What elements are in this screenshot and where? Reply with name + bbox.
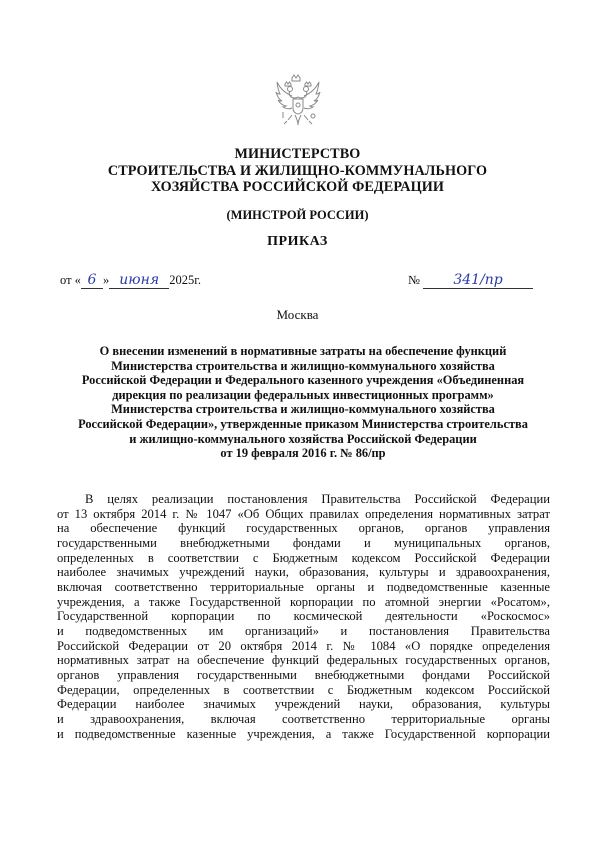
body-line: Государственной корпорации по космической деятельности «Роскосмос» <box>57 609 550 624</box>
document-type-title: ПРИКАЗ <box>267 234 328 249</box>
heading-line: и жилищно-коммунального хозяйства Российской Федерации <box>129 431 477 446</box>
date-prefix: от « <box>60 273 81 287</box>
order-number <box>408 272 533 289</box>
heading-line: дирекция по реализации федеральных инвестиционных программ» <box>112 387 494 402</box>
body-line: органов управления государственными внебюджетными фондами Российской <box>57 667 550 682</box>
date-day: 6 <box>81 272 103 289</box>
body-line: и подведомственных им организаций» и постановления Правительства <box>57 623 550 638</box>
body-line: и здравоохранения, включая соответственно территориальные органы <box>57 711 550 726</box>
body-line: на обеспечение функций государственных органов, органов управления <box>57 521 550 536</box>
heading-line: Российской Федерации и Федерального казенного учреждения «Объединенная <box>81 373 525 388</box>
body-line: В целях реализации постановления Правительства Российской Федерации <box>85 492 550 506</box>
ministry-line: МИНИСТЕРСТВО <box>234 146 361 162</box>
body-line: наиболее значимых учреждений науки, образования, культуры и здравоохранения, <box>57 565 550 580</box>
heading-line: О внесении изменений в нормативные затраты на обеспечение функций <box>99 344 507 358</box>
city: Москва <box>276 307 319 322</box>
body-paragraph <box>57 492 550 741</box>
ministry-name <box>40 146 555 196</box>
order-date <box>60 272 201 289</box>
body-line: включая соответственно территориальные органы и подведомственные казенные <box>57 579 550 594</box>
coat-of-arms-icon <box>275 72 321 130</box>
body-line: учреждения, а также Государственной корпорации по атомной энергии «Росатом», <box>57 594 550 609</box>
body-line: государственными внебюджетными фондами и муниципальных органов, <box>57 535 550 550</box>
ministry-line: СТРОИТЕЛЬСТВА И ЖИЛИЩНО-КОММУНАЛЬНОГО <box>107 162 488 179</box>
body-line: и подведомственные казенные учреждения, а также Государственной корпорации <box>57 726 550 741</box>
number-value: 341/пр <box>423 272 533 289</box>
body-line: от 13 октября 2014 г. № 1047 «Об Общих правилах определения нормативных затрат <box>57 506 550 521</box>
body-line: Российской Федерации от 20 октября 2014 г. № 1084 «О порядке определения <box>57 638 550 653</box>
date-year: 2025 <box>169 273 195 287</box>
heading-line: Министерства строительства и жилищно-коммунального хозяйства <box>111 402 495 417</box>
date-mid: » <box>102 273 110 287</box>
body-line: определенных в соответствии с Бюджетным кодексом Российской Федерации <box>57 550 550 565</box>
date-month: июня <box>109 272 169 289</box>
body-line: нормативных затрат на обеспечение функций федеральных государственных органов, <box>57 653 550 668</box>
heading-line: от 19 февраля 2016 г. № 86/пр <box>220 446 386 461</box>
ministry-line: ХОЗЯЙСТВА РОССИЙСКОЙ ФЕДЕРАЦИИ <box>150 179 445 195</box>
heading-line: Российской Федерации», утвержденные приказом Министерства строительства <box>78 416 528 431</box>
order-heading <box>52 344 554 461</box>
body-line: Федерации, определенных в соответствии с Бюджетным кодексом Российской <box>57 682 550 697</box>
body-line: Федерации наиболее значимых учреждений науки, образования, культуры <box>57 697 550 712</box>
heading-line: Министерства строительства и жилищно-коммунального хозяйства <box>111 358 495 373</box>
number-prefix: № <box>408 273 420 287</box>
date-suffix: г. <box>194 273 202 287</box>
ministry-abbreviation: (МИНСТРОЙ РОССИИ) <box>226 208 369 222</box>
